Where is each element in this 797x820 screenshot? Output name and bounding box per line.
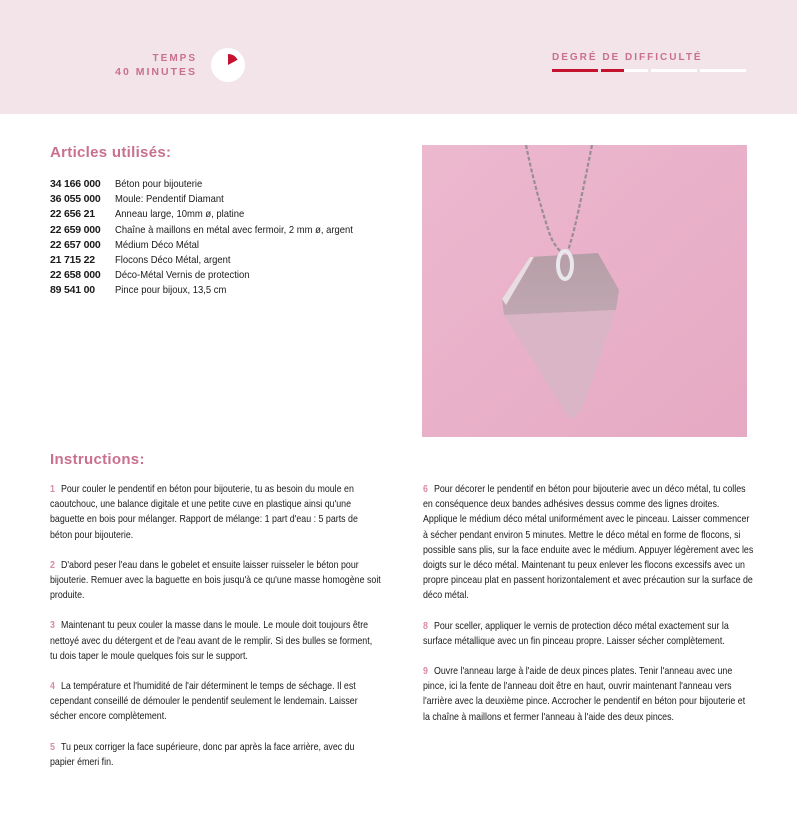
article-name: Déco-Métal Vernis de protection	[115, 269, 250, 282]
step-number: 4	[50, 681, 55, 693]
step-body	[50, 740, 381, 770]
step-body	[50, 679, 381, 725]
instructions-left-column	[50, 482, 380, 785]
article-code: 89 541 00	[50, 284, 95, 297]
article-row	[50, 207, 379, 222]
instruction-step	[423, 619, 753, 649]
article-code: 22 659 000	[50, 223, 101, 236]
step-number: 9	[423, 666, 428, 678]
instructions-right-column	[423, 482, 753, 740]
step-text: Tu peux corriger la face supérieure, donc par après la face arrière, avec du papier émeri fin.	[50, 741, 355, 768]
difficulty-segment	[601, 69, 647, 72]
step-body	[423, 664, 754, 725]
article-name: Chaîne à maillons en métal avec fermoir, 2 mm ø, argent	[115, 223, 353, 236]
difficulty-segment	[700, 69, 746, 72]
header-band	[0, 0, 797, 114]
difficulty-segment	[552, 69, 598, 72]
step-body	[50, 618, 381, 664]
difficulty-segment	[651, 69, 697, 72]
clock-icon	[211, 48, 245, 82]
step-text: La température et l'humidité de l'air déterminent le temps de séchage. Il est cependant conseillé de démouler le pendentif seulement le lendemain. Laisser sécher encore complètement.	[50, 681, 358, 723]
article-name: Pince pour bijoux, 13,5 cm	[115, 284, 227, 297]
difficulty-segment-fill	[601, 69, 624, 72]
article-code: 34 166 000	[50, 178, 101, 190]
difficulty-label: DEGRÉ DE DIFFICULTÉ	[552, 52, 703, 63]
product-photo	[422, 145, 747, 437]
article-row	[50, 268, 379, 283]
step-body	[423, 619, 754, 649]
article-code: 21 715 22	[50, 254, 95, 267]
article-row	[50, 177, 379, 192]
article-name: Moule: Pendentif Diamant	[115, 193, 224, 206]
step-number: 6	[423, 484, 428, 495]
articles-title: Articles utilisés:	[50, 144, 172, 161]
step-body	[423, 482, 754, 604]
instructions-title: Instructions:	[50, 451, 145, 468]
step-body	[50, 558, 381, 604]
instruction-step	[50, 740, 380, 770]
step-number: 5	[50, 741, 55, 753]
instruction-step	[50, 482, 380, 543]
article-code: 22 656 21	[50, 208, 95, 221]
article-name: Flocons Déco Métal, argent	[115, 254, 231, 267]
step-text: Pour décorer le pendentif en béton pour bijouterie avec un déco métal, tu colles en conséquence deux bandes adhésives dessus comme des lignes droites. Applique le médium déco métal uniformément avec le pinceau. Laisser commencer à sécher pendant environ 5 minutes. Mettre le déco métal en forme de flocons, si possible sans plis, sur la face enduite avec le médium. Appuyer légèrement avec les doigts sur le déco métal. Maintenant tu peux enlever les flocons excessifs avec un propre pinceau plat en passent horizontalement et avec précaution sur la surface de déco métal.	[423, 484, 754, 602]
article-row	[50, 283, 379, 298]
step-number: 8	[423, 620, 428, 632]
instruction-step	[50, 618, 380, 664]
time-label: TEMPS	[152, 53, 197, 64]
step-text: Pour sceller, appliquer le vernis de protection déco métal exactement sur la surface métallique avec un fin pinceau propre. Laisser sécher complètement.	[423, 620, 729, 647]
difficulty-block	[552, 52, 746, 72]
step-text: Ouvre l'anneau large à l'aide de deux pinces plates. Tenir l'anneau avec une pince, ici la fente de l'anneau doit être en haut, ouvrir maintenant l'anneau vers l'arrière avec la deuxième pince. Accrocher le pendentif en béton pour bijouterie et la chaîne à maillons et fermer l'anneau à l'aide des deux pinces.	[423, 666, 746, 723]
article-row	[50, 238, 379, 253]
step-text: Maintenant tu peux couler la masse dans le moule. Le moule doit toujours être nettoyé avec du détergent et de l'eau avant de le remplir. Si des bulles se forment, tu dois taper le moule quelques fois sur le support.	[50, 620, 373, 662]
instruction-step	[50, 558, 380, 604]
step-number: 2	[50, 559, 55, 571]
article-name: Béton pour bijouterie	[115, 178, 203, 190]
article-row	[50, 223, 379, 238]
articles-list	[50, 177, 379, 299]
article-name: Anneau large, 10mm ø, platine	[115, 208, 245, 221]
instruction-step	[423, 482, 753, 604]
time-block	[115, 52, 197, 79]
instruction-step	[50, 679, 380, 725]
article-row	[50, 253, 379, 268]
article-name: Médium Déco Métal	[115, 238, 200, 251]
article-code: 22 657 000	[50, 238, 101, 251]
article-code: 36 055 000	[50, 193, 101, 206]
pendant-illustration	[422, 145, 747, 437]
article-row	[50, 192, 379, 207]
step-number: 3	[50, 620, 55, 632]
instruction-step	[423, 664, 753, 725]
time-value: 40 MINUTES	[115, 66, 197, 78]
step-number: 1	[50, 484, 55, 495]
difficulty-bar	[552, 69, 746, 72]
step-text: D'abord peser l'eau dans le gobelet et ensuite laisser ruisseler le béton pour bijouterie. Remuer avec la baguette en bois jusqu'à ce qu'une masse homogène soit produite.	[50, 559, 381, 602]
step-body	[50, 482, 381, 543]
difficulty-segment-fill	[552, 69, 598, 72]
step-text: Pour couler le pendentif en béton pour bijouterie, tu as besoin du moule en caoutchouc, une balance digitale et une petite cuve en plastique ainsi qu'une baguette en bois pour mélanger. Rapport de mélange: 1 part d'eau : 5 parts de béton pour bijouterie.	[50, 484, 358, 541]
article-code: 22 658 000	[50, 269, 101, 282]
